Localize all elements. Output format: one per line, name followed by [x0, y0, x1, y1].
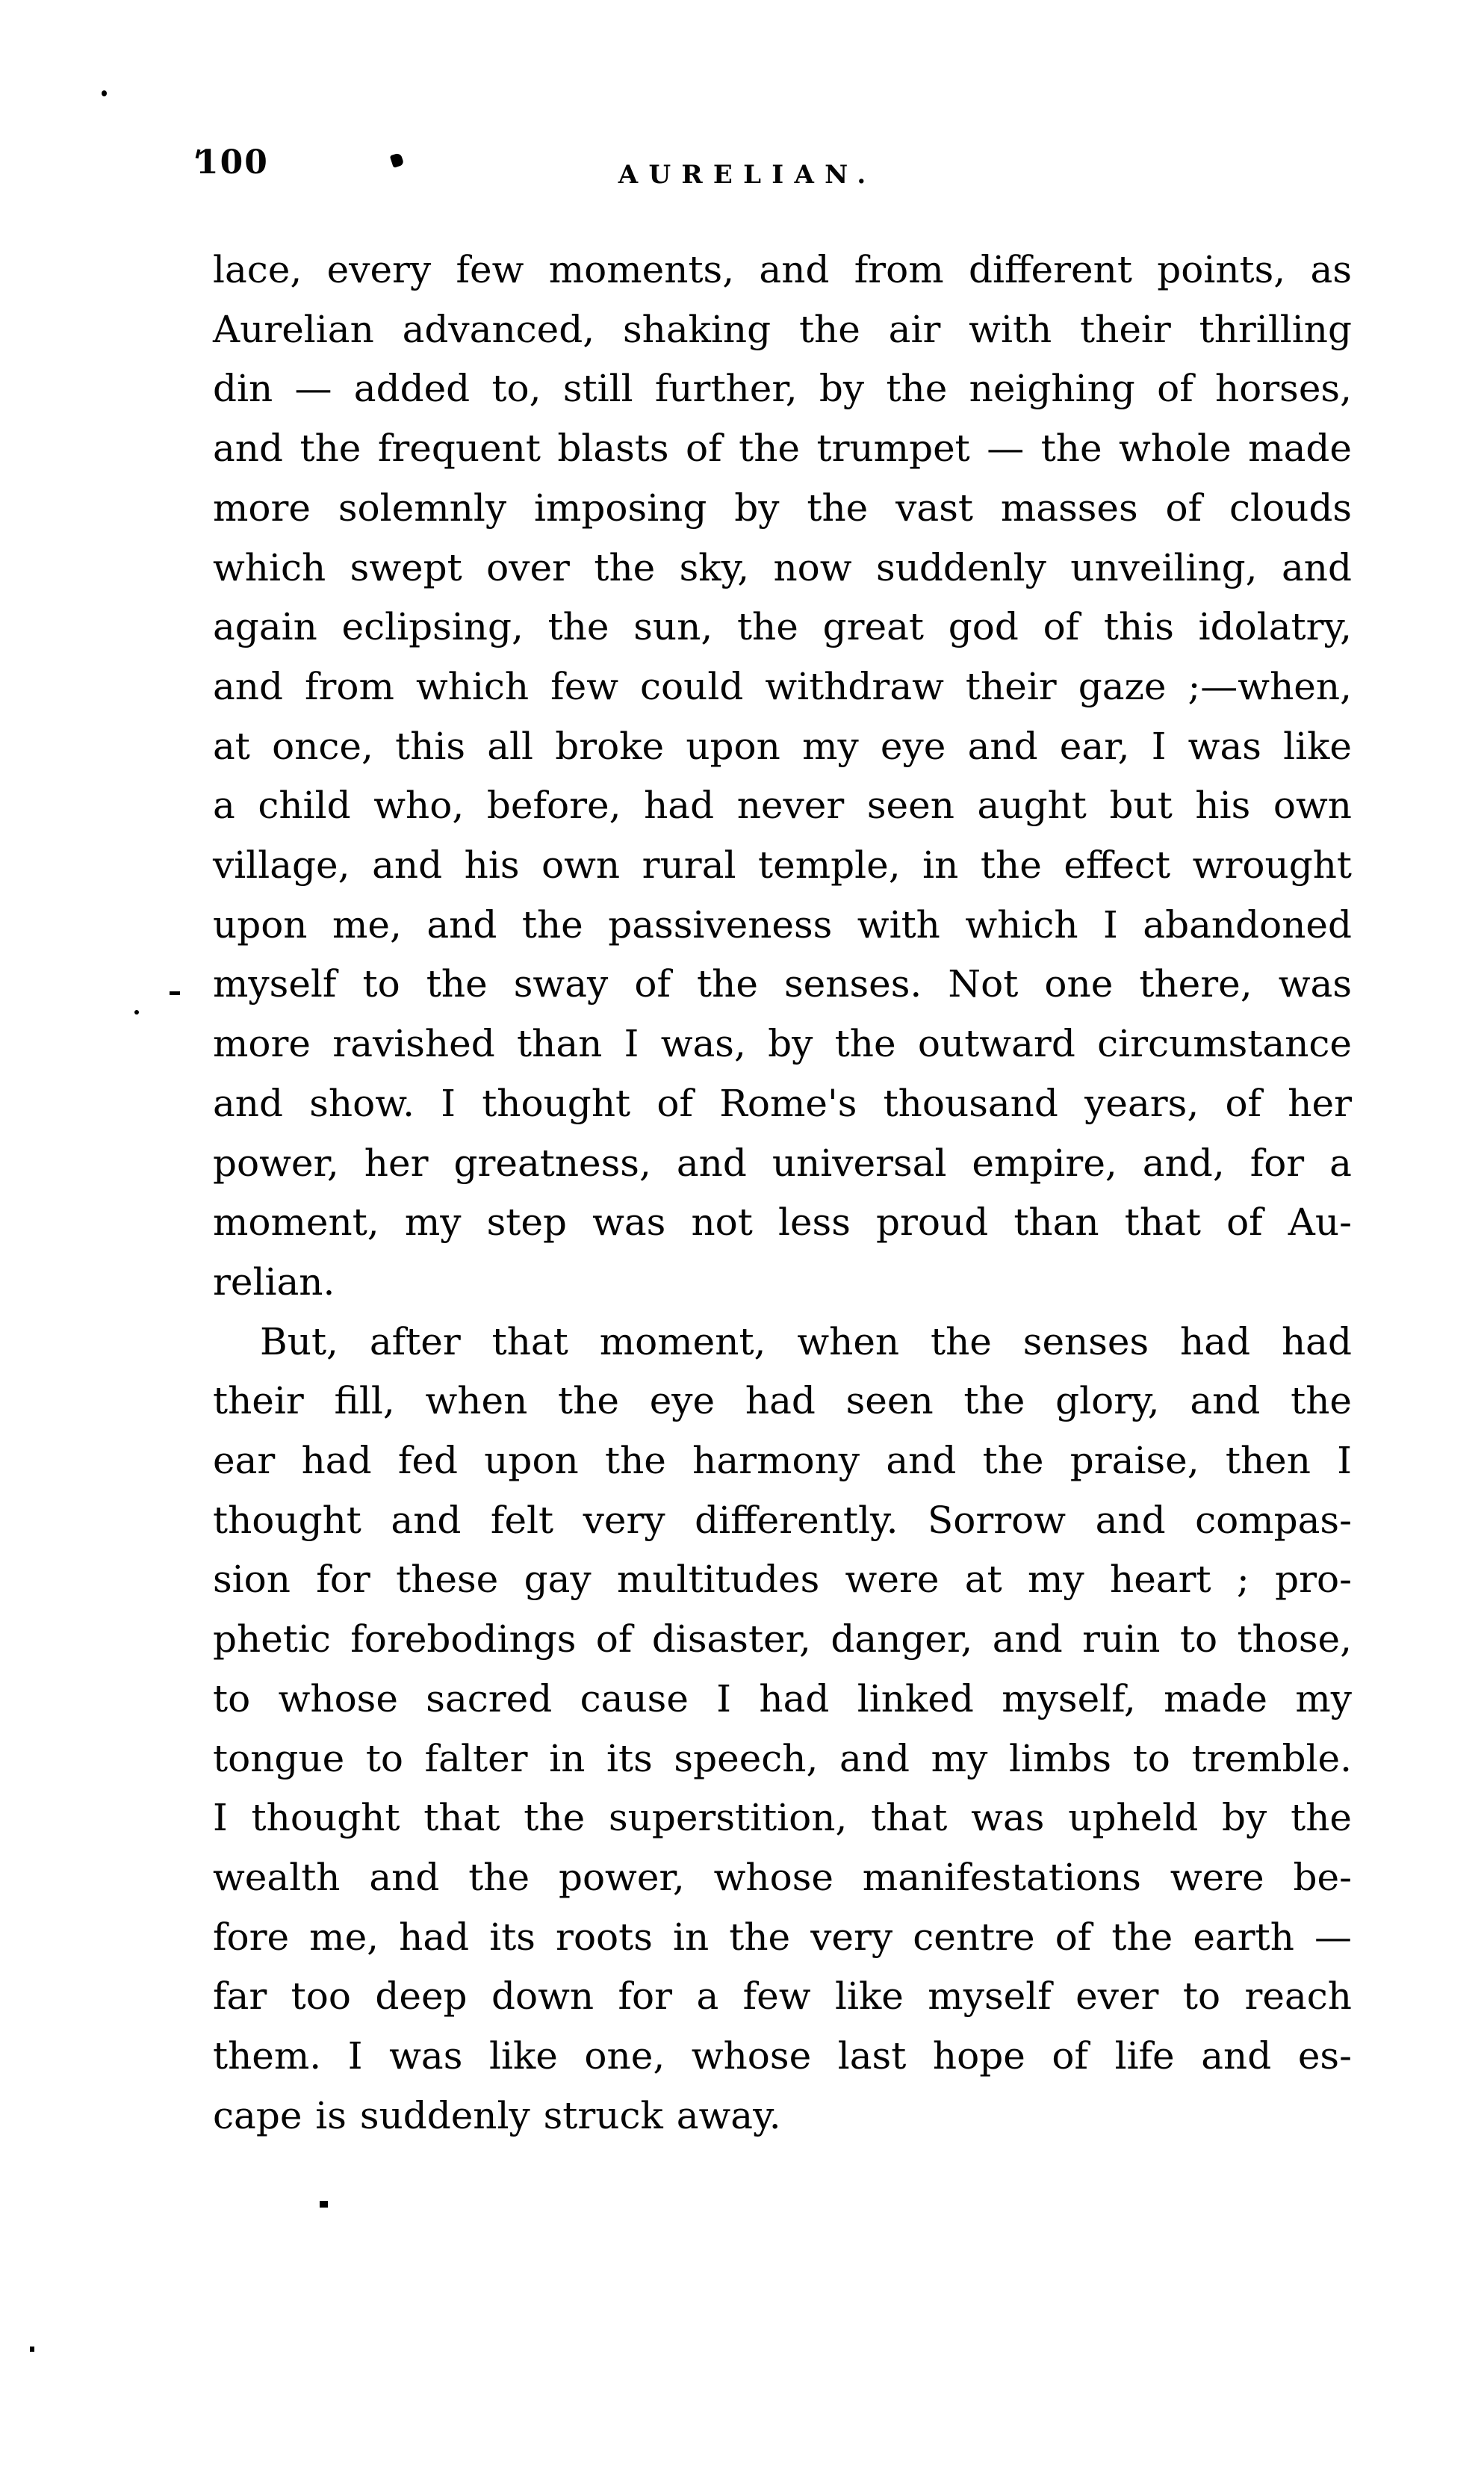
ink-speck: [30, 2347, 34, 2352]
ink-speck: [170, 991, 180, 995]
text-line: I thought that the superstition, that was upheld by the: [213, 1796, 1352, 1840]
text-line: cape is suddenly struck away.: [213, 2093, 781, 2137]
text-line: their fill, when the eye had seen the glory, and the: [213, 1379, 1352, 1423]
text-line: village, and his own rural temple, in the effect wrought: [213, 843, 1352, 888]
text-line: wealth and the power, whose manifestations were be-: [213, 1855, 1352, 1899]
text-line: ear had fed upon the harmony and the praise, then I: [213, 1439, 1352, 1483]
text-line: din — added to, still further, by the neighing of horses,: [213, 367, 1352, 411]
text-line: to whose sacred cause I had linked myself, made my: [213, 1676, 1352, 1720]
text-line: fore me, had its roots in the very centre of the earth —: [213, 1915, 1352, 1959]
text-line: and show. I thought of Rome's thousand years, of her: [213, 1081, 1352, 1125]
ink-speck: [102, 90, 107, 96]
text-line: sion for these gay multitudes were at my heart ; pro-: [213, 1558, 1352, 1602]
text-line: again eclipsing, the sun, the great god of this idolatry,: [213, 605, 1352, 649]
running-title: AURELIAN.: [618, 160, 877, 190]
text-line: power, her greatness, and universal empire, and, for a: [213, 1141, 1352, 1185]
page-number: 100: [196, 143, 269, 182]
text-line: Aurelian advanced, shaking the air with their thrilling: [213, 307, 1352, 351]
text-line: more ravished than I was, by the outward circumstance: [213, 1022, 1352, 1066]
text-line: phetic forebodings of disaster, danger, and ruin to those,: [213, 1617, 1352, 1661]
text-line: which swept over the sky, now suddenly unveiling, and: [213, 545, 1352, 589]
text-line: relian.: [213, 1260, 335, 1304]
text-line: far too deep down for a few like myself ever to reach: [213, 1974, 1352, 2019]
text-line: upon me, and the passiveness with which I abandoned: [213, 902, 1352, 947]
text-line: myself to the sway of the senses. Not one there, was: [213, 962, 1352, 1006]
text-line: tongue to falter in its speech, and my limbs to tremble.: [213, 1736, 1352, 1780]
text-line: moment, my step was not less proud than that of Au-: [213, 1201, 1352, 1245]
text-line: a child who, before, had never seen aught but his own: [213, 784, 1352, 828]
text-line: at once, this all broke upon my eye and ear, I was like: [213, 724, 1352, 768]
text-line: more solemnly imposing by the vast masses of clouds: [213, 486, 1352, 530]
text-line: and from which few could withdraw their gaze ;—when,: [213, 664, 1352, 708]
ink-speck: [320, 2201, 328, 2208]
text-line: them. I was like one, whose last hope of life and es-: [213, 2034, 1352, 2078]
body-text: [213, 241, 1352, 2146]
text-line: and the frequent blasts of the trumpet — the whole made: [213, 427, 1352, 471]
text-line: thought and felt very differently. Sorrow and compas-: [213, 1498, 1352, 1542]
ink-speck: [134, 1010, 139, 1015]
text-line: But, after that moment, when the senses had had: [260, 1319, 1352, 1363]
text-line: lace, every few moments, and from different points, as: [213, 248, 1352, 291]
